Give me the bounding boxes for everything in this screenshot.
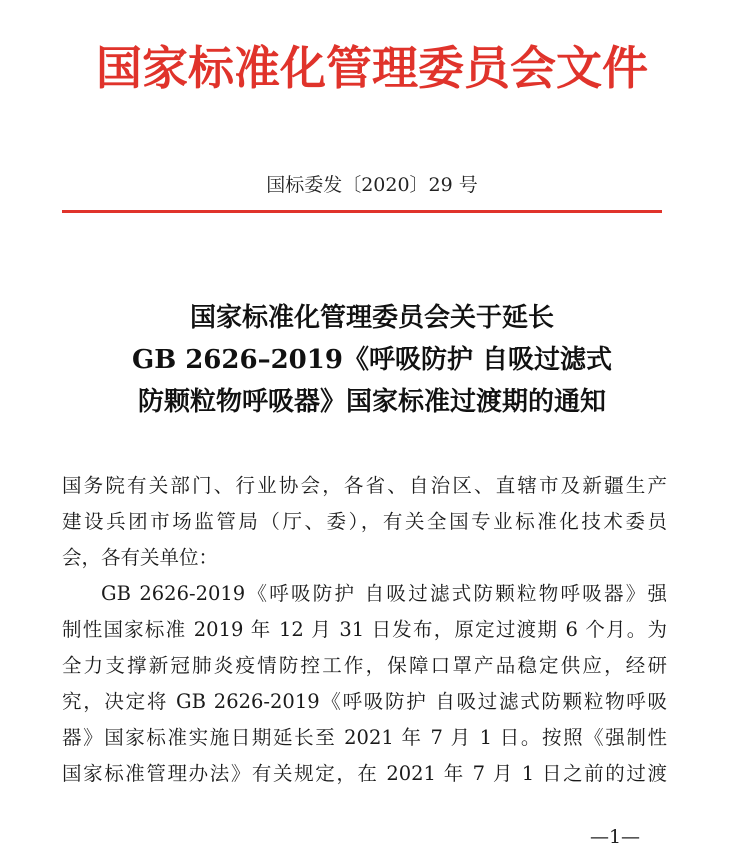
red-divider-line [62, 210, 662, 213]
page-number: —1— [589, 826, 641, 848]
paragraph-line-1: GB 2626-2019《呼吸防护 自吸过滤式防颗粒物呼吸器》强 [101, 582, 667, 605]
title-line-2: GB 2626–2019《呼吸防护 自吸过滤式 [131, 345, 612, 375]
paragraph-line-4: 究，决定将 GB 2626-2019《呼吸防护 自吸过滤式防颗粒物呼吸 [62, 690, 667, 713]
notice-body [62, 468, 667, 792]
title-line-1: 国家标准化管理委员会关于延长 [189, 303, 554, 333]
masthead-title: 国家标准化管理委员会文件 [96, 41, 648, 95]
title-line-3: 防颗粒物呼吸器》国家标准过渡期的通知 [137, 387, 606, 417]
document-number: 国标委发〔2020〕29 号 [266, 174, 478, 196]
notice-title [0, 297, 744, 423]
addressee-line-2: 建设兵团市场监管局（厅、委），有关全国专业标准化技术委员 [62, 510, 667, 533]
addressee-line-3: 会，各有关单位： [62, 546, 219, 569]
addressee-line-1: 国务院有关部门、行业协会，各省、自治区、直辖市及新疆生产 [62, 474, 667, 497]
paragraph-line-5: 器》国家标准实施日期延长至 2021 年 7 月 1 日。按照《强制性 [62, 726, 667, 749]
paragraph-line-2: 制性国家标准 2019 年 12 月 31 日发布，原定过渡期 6 个月。为 [62, 618, 667, 641]
paragraph-line-3: 全力支撑新冠肺炎疫情防控工作，保障口罩产品稳定供应，经研 [62, 654, 667, 677]
paragraph-line-6: 国家标准管理办法》有关规定，在 2021 年 7 月 1 日之前的过渡 [62, 762, 667, 785]
